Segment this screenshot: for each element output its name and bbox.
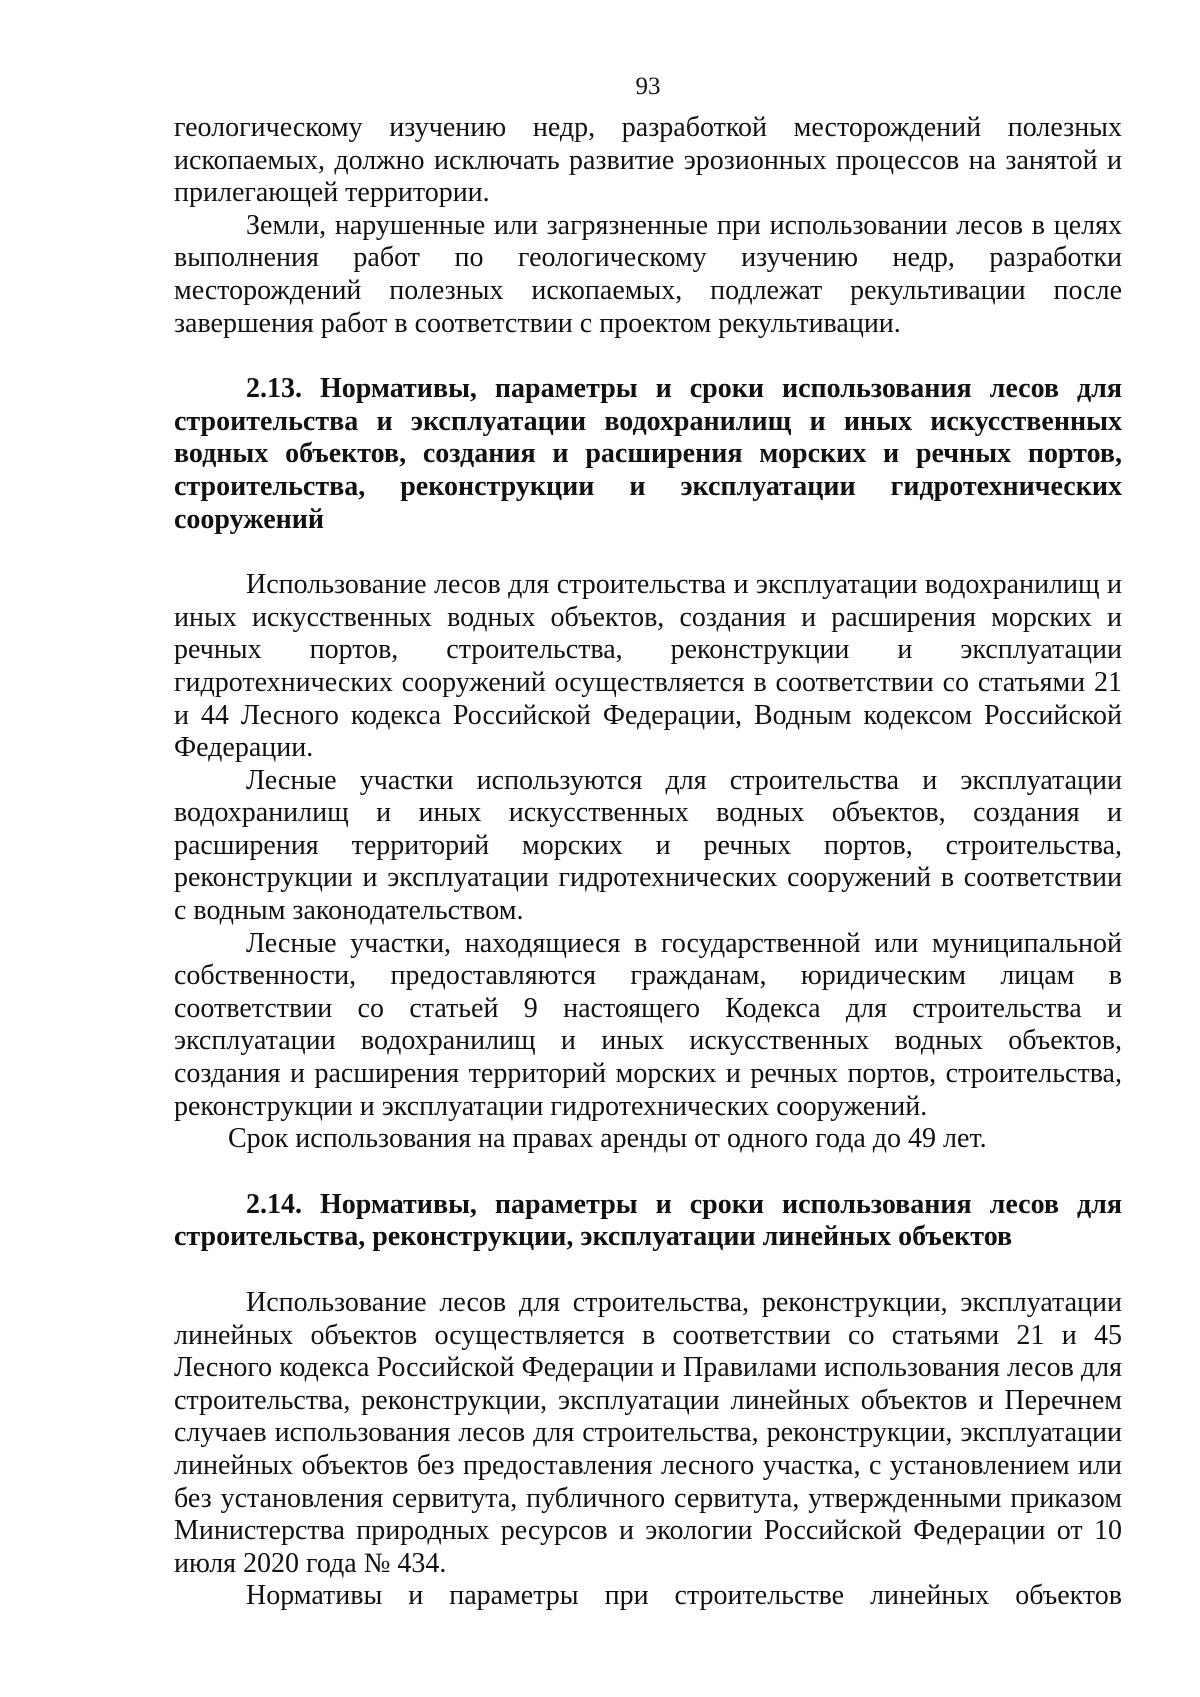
- paragraph-continuation: геологическому изучению недр, разработкой месторождений полезных ископаемых, должно исключать развитие эрозионных процессов на занятой и прилегающей территории.: [174, 112, 1122, 209]
- section-heading-2-13: 2.13. Нормативы, параметры и сроки использования лесов для строительства и эксплуатации водохранилищ и иных искусственных водных объектов, создания и расширения морских и речных портов, строительства, реконструкции и эксплуатации гидротехнических сооружений: [174, 373, 1122, 535]
- paragraph-2-14-norms: Нормативы и параметры при строительстве линейных объектов: [246, 1580, 1122, 1612]
- paragraph-2-13-usage: Использование лесов для строительства и эксплуатации водохранилищ и иных искусственных водных объектов, создания и расширения морских и речных портов, строительства, реконструкции и эксплуатации гидротехнических сооружений осуществляется в соответствии со статьями 21 и 44 Лесного кодекса Российской Федерации, Водным кодексом Российской Федерации.: [174, 569, 1122, 764]
- paragraph-2-13-term: Срок использования на правах аренды от одного года до 49 лет.: [228, 1123, 987, 1155]
- page-number: 93: [635, 73, 661, 100]
- section-heading-2-14: 2.14. Нормативы, параметры и сроки использования лесов для строительства, реконструкции, эксплуатации линейных объектов: [174, 1188, 1122, 1253]
- paragraph-land-recultivation: Земли, нарушенные или загрязненные при использовании лесов в целях выполнения работ по геологическому изучению недр, разработки месторождений полезных ископаемых, подлежат рекультивации после завершения работ в соответствии с проектом рекультивации.: [174, 209, 1122, 339]
- paragraph-2-14-usage: Использование лесов для строительства, реконструкции, эксплуатации линейных объектов осуществляется в соответствии со статьями 21 и 45 Лесного кодекса Российской Федерации и Правилами использования лесов для строительства, реконструкции, эксплуатации линейных объектов и Перечнем случаев использования лесов для строительства, реконструкции, эксплуатации линейных объектов без предоставления лесного участка, с установлением или без установления сервитута, публичного сервитута, утвержденными приказом Министерства природных ресурсов и экологии Российской Федерации от 10 июля 2020 года № 434.: [174, 1287, 1122, 1579]
- paragraph-2-13-ownership: Лесные участки, находящиеся в государственной или муниципальной собственности, предоставляются гражданам, юридическим лицам в соответствии со статьей 9 настоящего Кодекса для строительства и эксплуатации водохранилищ и иных искусственных водных объектов, создания и расширения территорий морских и речных портов, строительства, реконструкции и эксплуатации гидротехнических сооружений.: [174, 927, 1122, 1122]
- paragraph-2-13-forest-plots: Лесные участки используются для строительства и эксплуатации водохранилищ и иных искусственных водных объектов, создания и расширения территорий морских и речных портов, строительства, реконструкции и эксплуатации гидротехнических сооружений в соответствии с водным законодательством.: [174, 764, 1122, 927]
- page-content: [174, 112, 1122, 1613]
